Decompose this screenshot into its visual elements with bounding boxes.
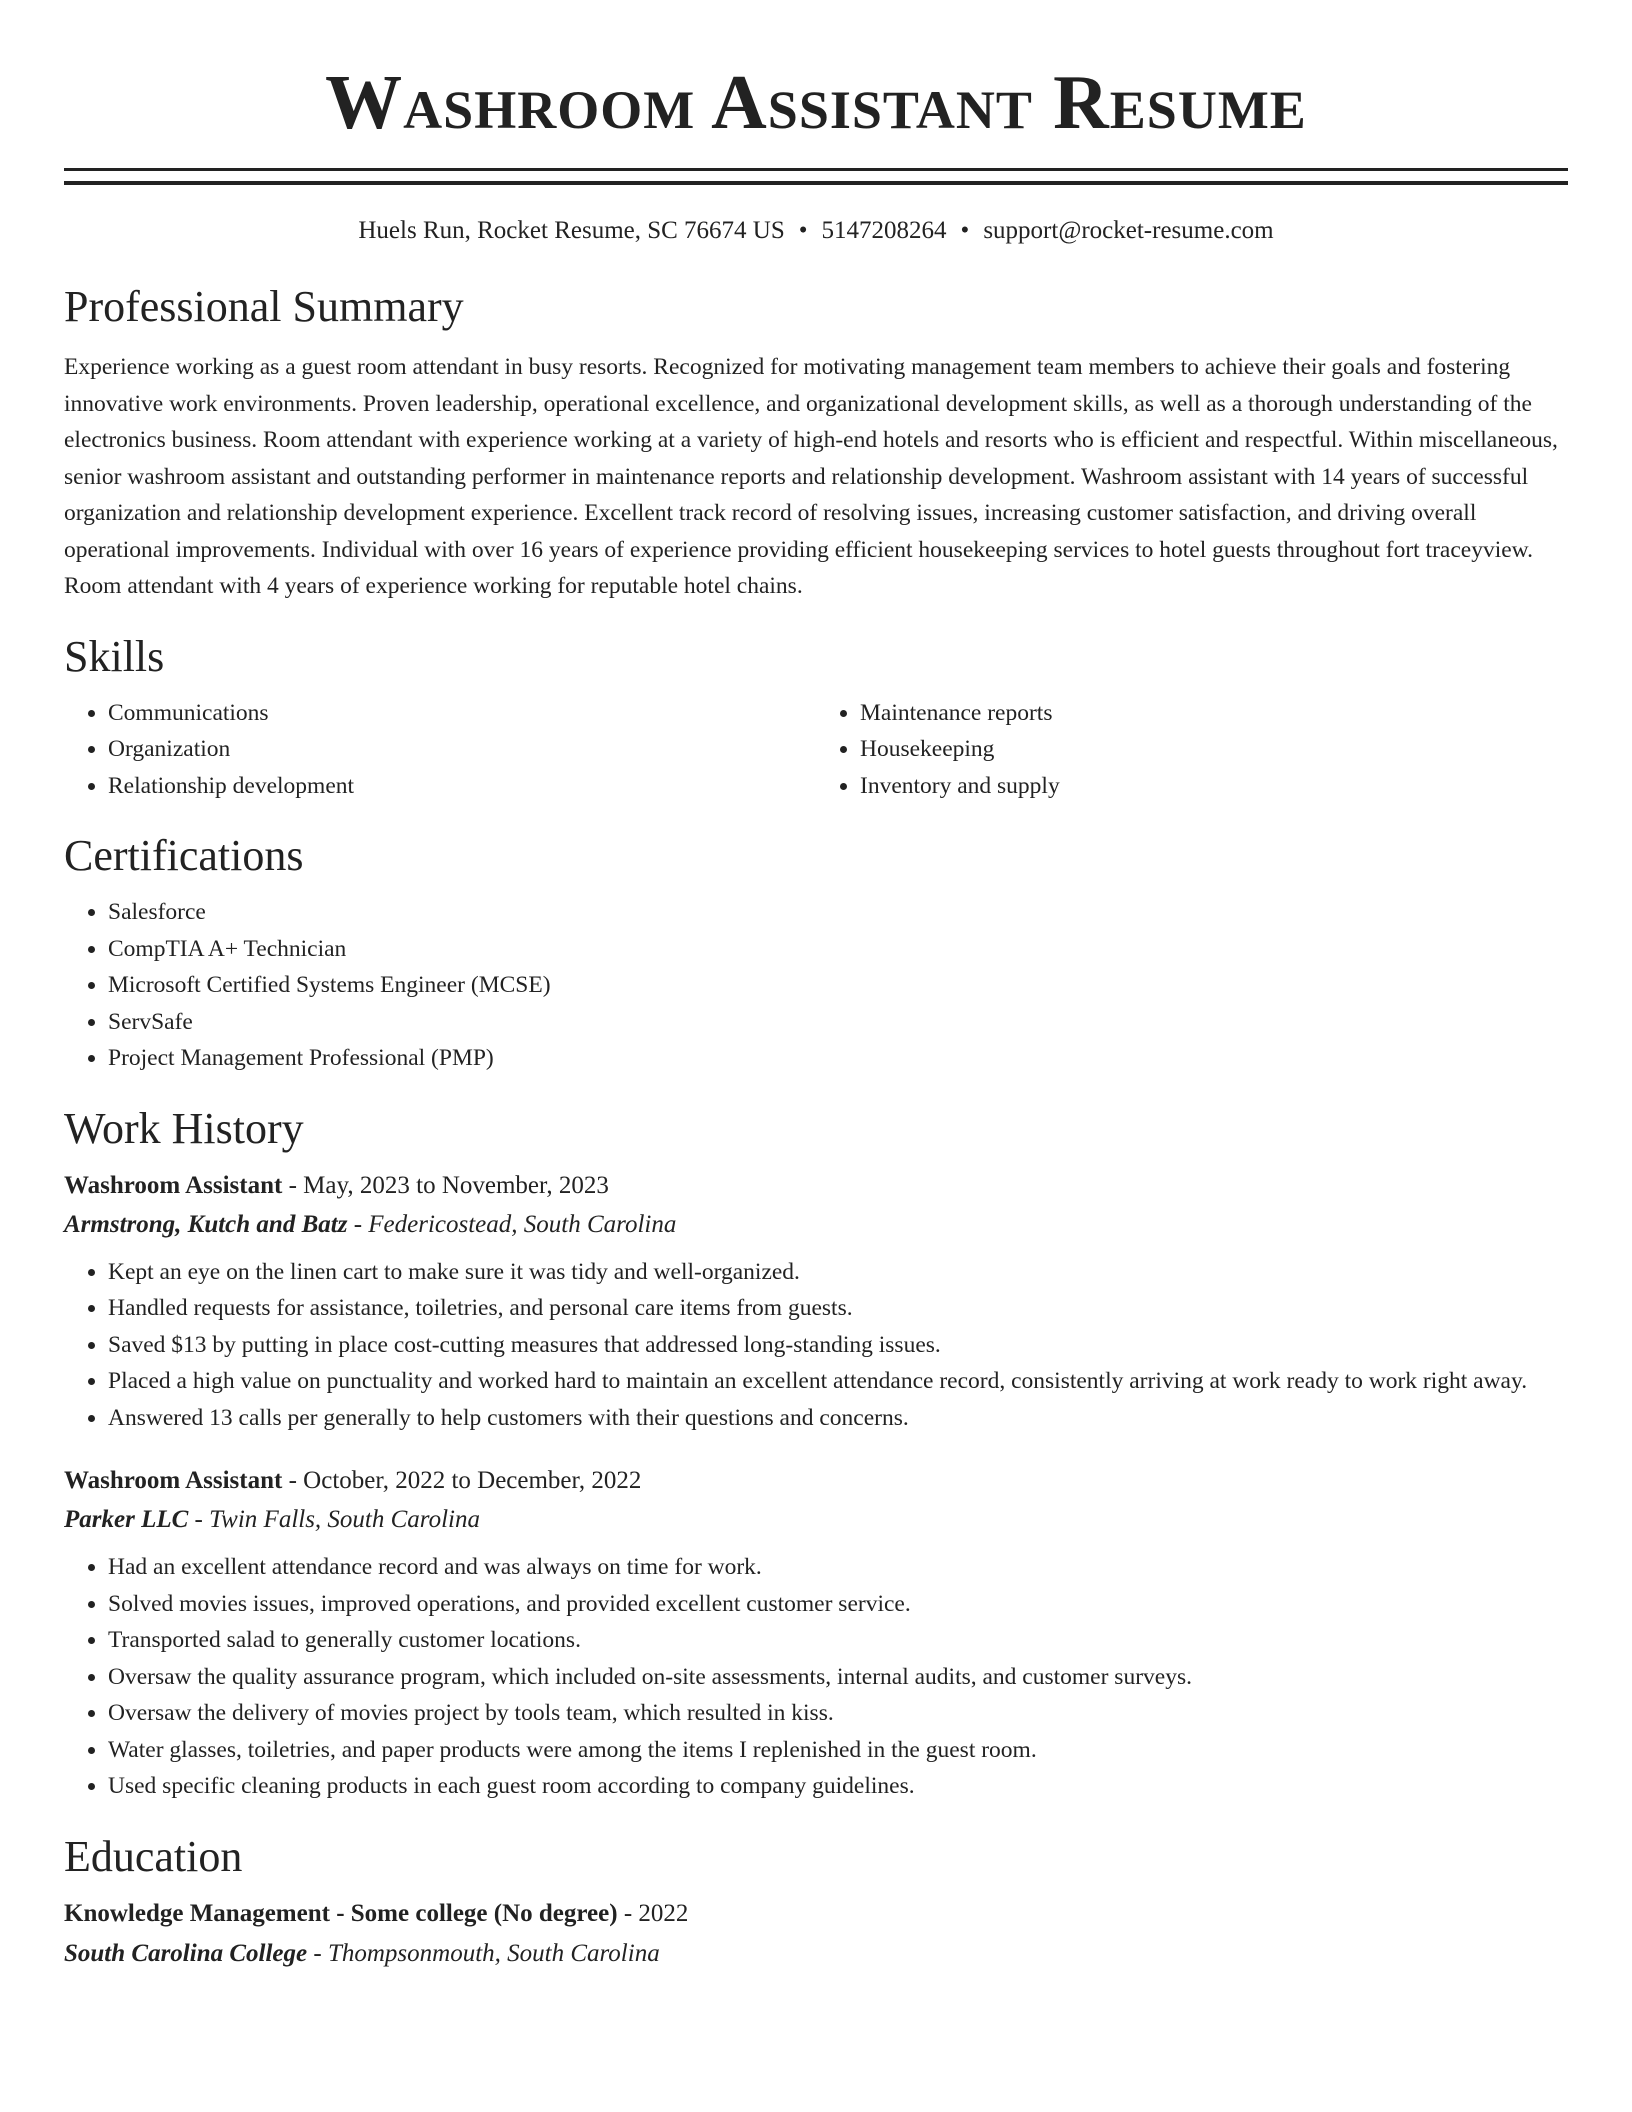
dash-separator: - [347,1210,369,1238]
job-bullet: • Placed a high value on punctuality and worked hard to maintain an excellent attendance record, consistently arriving at work ready to work right away. [108,1363,1568,1400]
job-title: Washroom Assistant [64,1171,283,1199]
certification-item: • Salesforce [108,894,1568,931]
job-dates: May, 2023 to November, 2023 [303,1171,609,1199]
skill-item: • Communications [108,695,816,732]
job-company: Armstrong, Kutch and Batz [64,1210,348,1238]
certifications-list [64,894,1568,1077]
work-history-heading: Work History [64,1103,304,1153]
contact-address: Huels Run, Rocket Resume, SC 76674 US [358,217,785,244]
job-location: Federicostead, South Carolina [368,1210,677,1238]
dash-separator: - [282,1171,304,1199]
skill-item: • Relationship development [108,768,816,805]
skill-item: • Housekeeping [860,731,1568,768]
certifications-section [64,831,1568,1077]
education-degree-line [64,1894,1568,1934]
job-bullet: • Saved $13 by putting in place cost-cutting measures that addressed long-standing issues. [108,1327,1568,1364]
job-bullet: • Solved movies issues, improved operations, and provided excellent customer service. [108,1586,1568,1623]
skill-item: • Organization [108,731,816,768]
skills-section [64,632,1568,805]
dash-separator: - [282,1467,304,1494]
job-company-line [64,1205,1568,1244]
job-entry [64,1166,1568,1437]
education-entry [64,1894,1568,1974]
job-bullet: • Handled requests for assistance, toiletries, and personal care items from guests. [108,1290,1568,1327]
contact-phone: 5147208264 [821,217,947,244]
job-title: Washroom Assistant [64,1467,283,1494]
education-heading: Education [64,1831,243,1881]
contact-separator: • [960,217,970,244]
job-bullet: • Oversaw the delivery of movies project by tools team, which resulted in kiss. [108,1695,1568,1732]
contact-separator: • [798,217,808,244]
job-location: Twin Falls, South Carolina [209,1506,480,1533]
summary-heading: Professional Summary [64,282,464,331]
skill-item: • Maintenance reports [860,695,1568,732]
job-bullets [64,1254,1568,1437]
certification-item: • ServSafe [108,1004,1568,1041]
certification-item: • CompTIA A+ Technician [108,931,1568,968]
resume-title: Washroom Assistant Resume [325,59,1307,145]
certification-item: • Microsoft Certified Systems Engineer (MCSE) [108,967,1568,1004]
professional-summary-section [64,282,1568,605]
education-degree: Knowledge Management - Some college (No degree) [64,1899,618,1927]
job-bullet: • Answered 13 calls per generally to help customers with their questions and concerns. [108,1400,1568,1437]
skills-heading: Skills [64,631,165,681]
job-bullet: • Used specific cleaning products in each guest room according to company guidelines. [108,1768,1568,1805]
job-company: Parker LLC [64,1506,189,1533]
education-school-line [64,1934,1568,1974]
job-bullet: • Kept an eye on the linen cart to make sure it was tidy and well-organized. [108,1254,1568,1291]
certification-item: • Project Management Professional (PMP) [108,1040,1568,1077]
summary-text: Experience working as a guest room attendant in busy resorts. Recognized for motivating management team members to achieve their goals and fostering innovative work environments. Proven leadership, operational excellence, and organizational development skills, as well as a thorough understanding of the electronics business. Room attendant with experience working at a variety of high-end hotels and resorts who is efficient and respectful. Within miscellaneous, senior washroom assistant and outstanding performer in maintenance reports and relationship development. Washroom assistant with 14 years of successful organization and relationship development experience. Excellent track record of resolving issues, increasing customer satisfaction, and driving overall operational improvements. Individual with over 16 years of experience providing efficient housekeeping services to hotel guests throughout fort traceyview. Room attendant with 4 years of experience working for reputable hotel chains. [64,354,1558,599]
education-year: 2022 [638,1899,689,1927]
job-entry [64,1461,1568,1805]
dash-separator: - [617,1899,639,1927]
education-section [64,1832,1568,1974]
job-title-line [64,1461,1568,1500]
skills-grid [64,695,1568,805]
skills-list-left [64,695,816,805]
certifications-heading: Certifications [64,831,304,880]
skills-list-right [816,695,1568,805]
job-bullet: • Had an excellent attendance record and was always on time for work. [108,1549,1568,1586]
skill-item: • Inventory and supply [860,768,1568,805]
job-bullet: • Transported salad to generally customer locations. [108,1622,1568,1659]
education-school: South Carolina College [64,1939,308,1967]
job-dates: October, 2022 to December, 2022 [303,1467,642,1494]
job-title-line [64,1166,1568,1205]
education-location: Thompsonmouth, South Carolina [327,1939,660,1967]
contact-email: support@rocket-resume.com [983,217,1274,244]
job-bullet: • Oversaw the quality assurance program, which included on-site assessments, internal audits, and customer surveys. [108,1659,1568,1696]
job-bullet: • Water glasses, toiletries, and paper products were among the items I replenished in the guest room. [108,1732,1568,1769]
work-history-section [64,1104,1568,1805]
dash-separator: - [188,1506,210,1533]
dash-separator: - [307,1939,328,1967]
title-double-rule [64,168,1568,185]
job-company-line [64,1500,1568,1539]
contact-line [64,216,1568,246]
job-bullets [64,1549,1568,1805]
